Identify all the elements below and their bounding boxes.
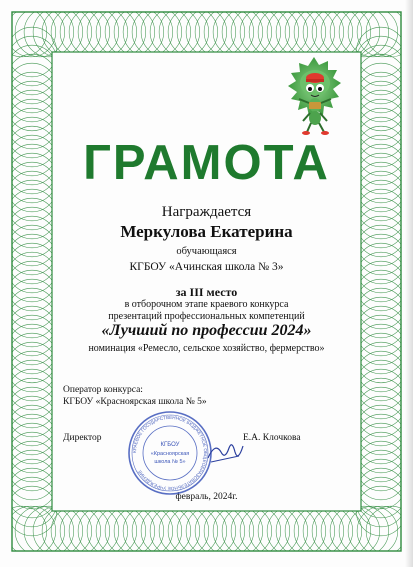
recipient-school: КГБОУ «Ачинская школа № 3» [129,261,284,273]
official-stamp-icon [127,410,213,496]
contest-name: «Лучший по профессии 2024» [101,322,312,339]
contest-stage: в отборочном этапе краевого конкурса [124,299,289,310]
award-place: за III место [175,285,238,299]
recipient-name: Меркулова Екатерина [120,222,293,241]
recipient-role: обучающаяся [176,246,237,257]
stamp-line-2: «Красноярская [150,451,190,457]
director-label: Директор [63,433,102,443]
nomination: номинация «Ремесло, сельское хозяйство, фермерство» [88,343,325,354]
ant-mascot-icon [279,55,349,135]
page-edge-shadow [405,0,413,567]
signature-icon [205,438,245,468]
stamp-line-3: школа № 5» [154,459,186,465]
stamp-line-1: КГБОУ [160,442,180,448]
awarded-label: Награждается [161,204,252,220]
contest-description: презентаций профессиональных компетенций [108,311,305,322]
operator-org: КГБОУ «Красноярская школа № 5» [63,397,207,407]
document-title: ГРАМОТА [83,136,330,190]
director-name: Е.А. Клочкова [243,433,301,443]
operator-label: Оператор конкурса: [63,385,143,395]
issue-date: февраль, 2024г. [175,492,238,502]
stamp-ring-text: КРАЕВОЕ ГОСУДАРСТВЕННОЕ БЮДЖЕТНОЕ ОБЩЕОБРАЗОВАТЕЛЬНОЕ УЧРЕЖДЕНИЕ [131,414,209,492]
